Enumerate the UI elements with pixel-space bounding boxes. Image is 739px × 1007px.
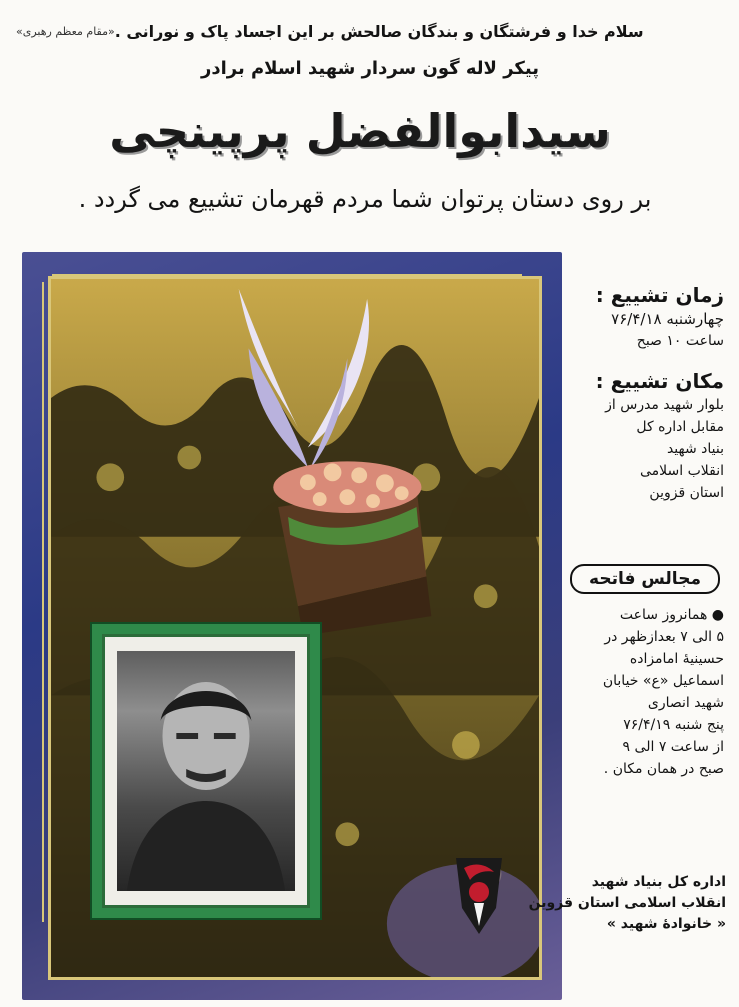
martyr-foundation-logo	[446, 848, 512, 940]
memorial-heading-badge	[570, 564, 720, 594]
portrait-mat	[102, 634, 310, 908]
signature-line: « خانوادهٔ شهید »	[606, 916, 726, 932]
signature-block	[520, 872, 726, 935]
quote-text: سلام خدا و فرشتگان و بندگان صالحش بر این اجساد پاک و نورانی .	[114, 21, 644, 41]
place-line: بلوار شهید مدرس از	[605, 397, 724, 413]
memorial-line: ● همانروز ساعت	[619, 607, 724, 623]
signature-line: اداره کل بنیاد شهید	[591, 874, 726, 890]
memorial-line: اسماعیل «ع» خیابان	[602, 673, 724, 689]
calligraphy-border-top	[52, 256, 522, 276]
funeral-date: چهارشنبه ۷۶/۴/۱۸	[611, 310, 724, 328]
place-line: استان قزوین	[649, 485, 724, 501]
funeral-announcement: بر روی دستان پرتوان شما مردم قهرمان تشییع می گردد .	[78, 185, 652, 213]
martyr-portrait	[117, 651, 295, 891]
memorial-line: ۵ الی ۷ بعدازظهر در	[604, 629, 724, 645]
memorial-line: از ساعت ۷ الی ۹	[622, 739, 724, 755]
signature-line: انقلاب اسلامی استان قزوین	[528, 895, 726, 911]
funeral-place-heading: مکان تشییع :	[595, 369, 724, 393]
funeral-details	[566, 282, 724, 504]
place-line: مقابل اداره کل	[636, 419, 724, 435]
funeral-time-heading: زمان تشییع :	[595, 283, 724, 307]
calligraphy-border-left	[22, 282, 44, 922]
memorial-line: شهید انصاری	[647, 695, 724, 711]
portrait-figure-illustration	[117, 651, 295, 891]
memorial-heading: مجالس فاتحه	[589, 569, 701, 589]
martyr-name: سیدابوالفضل پرپینچی	[109, 104, 611, 158]
martyr-portrait-frame	[90, 622, 322, 920]
place-line: انقلاب اسلامی	[640, 463, 724, 479]
place-line: بنیاد شهید	[666, 441, 724, 457]
memorial-line: صبح در همان مکان .	[603, 761, 724, 777]
leader-quote	[10, 18, 718, 44]
memorial-details	[566, 604, 724, 780]
quote-source: «مقام معظم رهبری»	[16, 24, 115, 38]
martyr-subtitle: پیکر لاله گون سردار شهید اسلام برادر	[200, 58, 540, 79]
memorial-line: پنج شنبه ۷۶/۴/۱۹	[623, 717, 724, 733]
memorial-line: حسینیهٔ امامزاده	[629, 651, 724, 667]
funeral-hour: ساعت ۱۰ صبح	[636, 333, 724, 349]
